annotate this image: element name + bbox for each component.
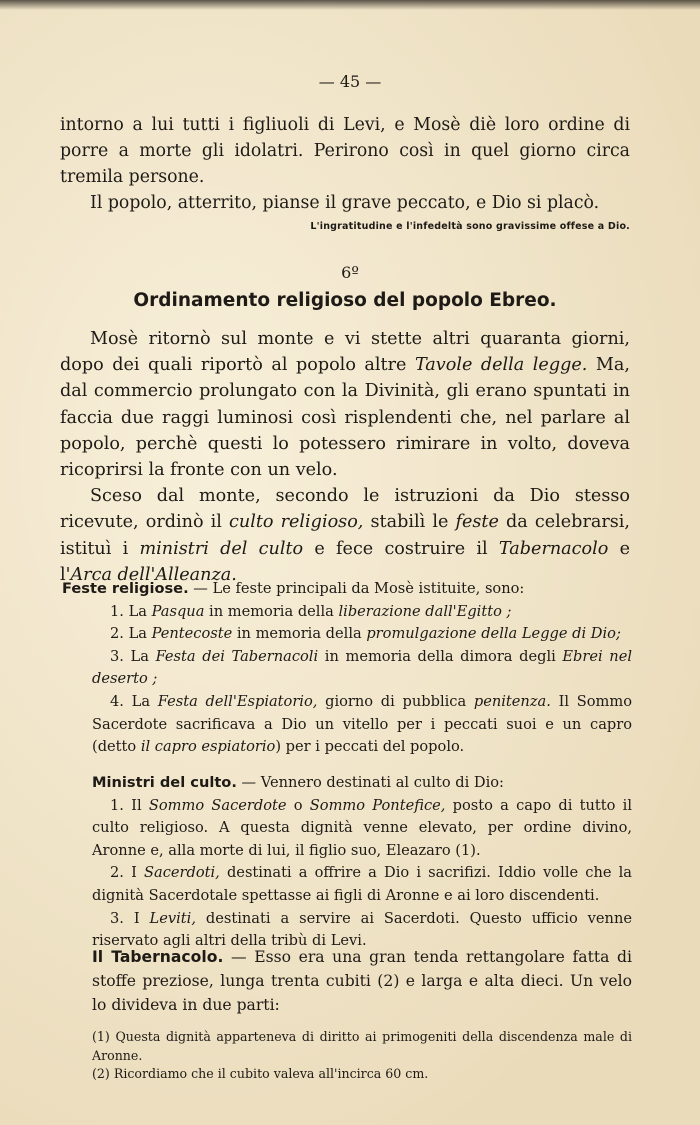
- feste-item-4: 4. La Festa dell'Espiatorio, giorno di pubblica penitenza. Il Sommo Sacerdote sacrificava a Dio un vitello per i peccati suoi e un capro (detto il capro espiatorio) per i peccati del popolo.: [92, 692, 632, 756]
- page-edge-shadow: [0, 0, 700, 10]
- ministri-heading-line: Ministri del culto. — Vennero destinati al culto di Dio:: [92, 774, 504, 791]
- ministri-heading: Ministri del culto.: [92, 774, 237, 791]
- feste-item-2: 2. La Pentecoste in memoria della promulgazione della Legge di Dio;: [110, 625, 621, 643]
- tabernacolo-heading: Il Tabernacolo.: [92, 948, 224, 966]
- feste-heading-line: Feste religiose. — Le feste principali da Mosè istituite, sono:: [62, 580, 525, 597]
- body-paragraph-1: Mosè ritornò sul monte e vi stette altri quaranta giorni, dopo dei quali riportò al popolo altre Tavole della legge. Ma, dal commercio prolungato con la Divinità, gli erano spuntati in faccia due raggi luminosi così risplendenti che, nel parlare al popolo, perchè questi lo potessero rimirare in volto, doveva ricoprirsi la fronte con un velo.: [60, 329, 630, 481]
- feste-item-1: 1. La Pasqua in memoria della liberazione dall'Egitto ;: [110, 602, 512, 620]
- intro-text: [60, 112, 630, 216]
- page-number: — 45 —: [318, 72, 382, 91]
- tabernacolo-paragraph: Il Tabernacolo. — Esso era una gran tenda rettangolare fatta di stoffe preziose, lunga trenta cubiti (2) e larga e alta dieci. Un velo lo divideva in due parti:: [92, 948, 632, 1014]
- motto-line: L'ingratitudine e l'infedeltà sono gravissime offese a Dio.: [310, 221, 630, 232]
- feste-section: [62, 578, 633, 759]
- section-title: Ordinamento religioso del popolo Ebreo.: [133, 290, 557, 311]
- section-number: 6º: [341, 263, 359, 282]
- intro-paragraph-2: Il popolo, atterrito, pianse il grave peccato, e Dio si placò.: [90, 193, 600, 213]
- tabernacolo-section: [92, 945, 632, 1017]
- intro-paragraph-1: intorno a lui tutti i figliuoli di Levi, e Mosè diè loro ordine di porre a morte gli idolatri. Perirono così in quel giorno circa tremila persone.: [60, 115, 630, 187]
- footnote-2: (2) Ricordiamo che il cubito valeva all'incirca 60 cm.: [92, 1066, 429, 1081]
- ministri-item-3: 3. I Leviti, destinati a servire ai Sacerdoti. Questo ufficio venne riservato agli altri della tribù di Levi.: [92, 909, 632, 950]
- ministri-item-1: 1. Il Sommo Sacerdote o Sommo Pontefice, posto a capo di tutto il culto religioso. A questa dignità venne elevato, per ordine divino, Aronne e, alla morte di lui, il figlio suo, Eleazaro (1).: [92, 796, 633, 859]
- feste-item-3: 3. La Festa dei Tabernacoli in memoria della dimora degli Ebrei nel deserto ;: [92, 647, 633, 688]
- footnote-1: (1) Questa dignità apparteneva di diritto ai primogeniti della discendenza male di Aronne.: [92, 1029, 632, 1063]
- ministri-item-2: 2. I Sacerdoti, destinati a offrire a Dio i sacrifizi. Iddio volle che la dignità Sacerdotale spettasse ai figli di Aronne e ai loro discendenti.: [92, 864, 633, 904]
- feste-heading: Feste religiose.: [62, 580, 189, 597]
- ministri-section: [92, 772, 632, 953]
- footnotes: [92, 1028, 632, 1084]
- section-body: [60, 326, 630, 588]
- body-paragraph-2: Sceso dal monte, secondo le istruzioni da Dio stesso ricevute, ordinò il culto religioso, stabilì le feste da celebrarsi, istituì i ministri del culto e fece costruire il Tabernacolo e l'Arca dell'Alleanza.: [60, 486, 631, 585]
